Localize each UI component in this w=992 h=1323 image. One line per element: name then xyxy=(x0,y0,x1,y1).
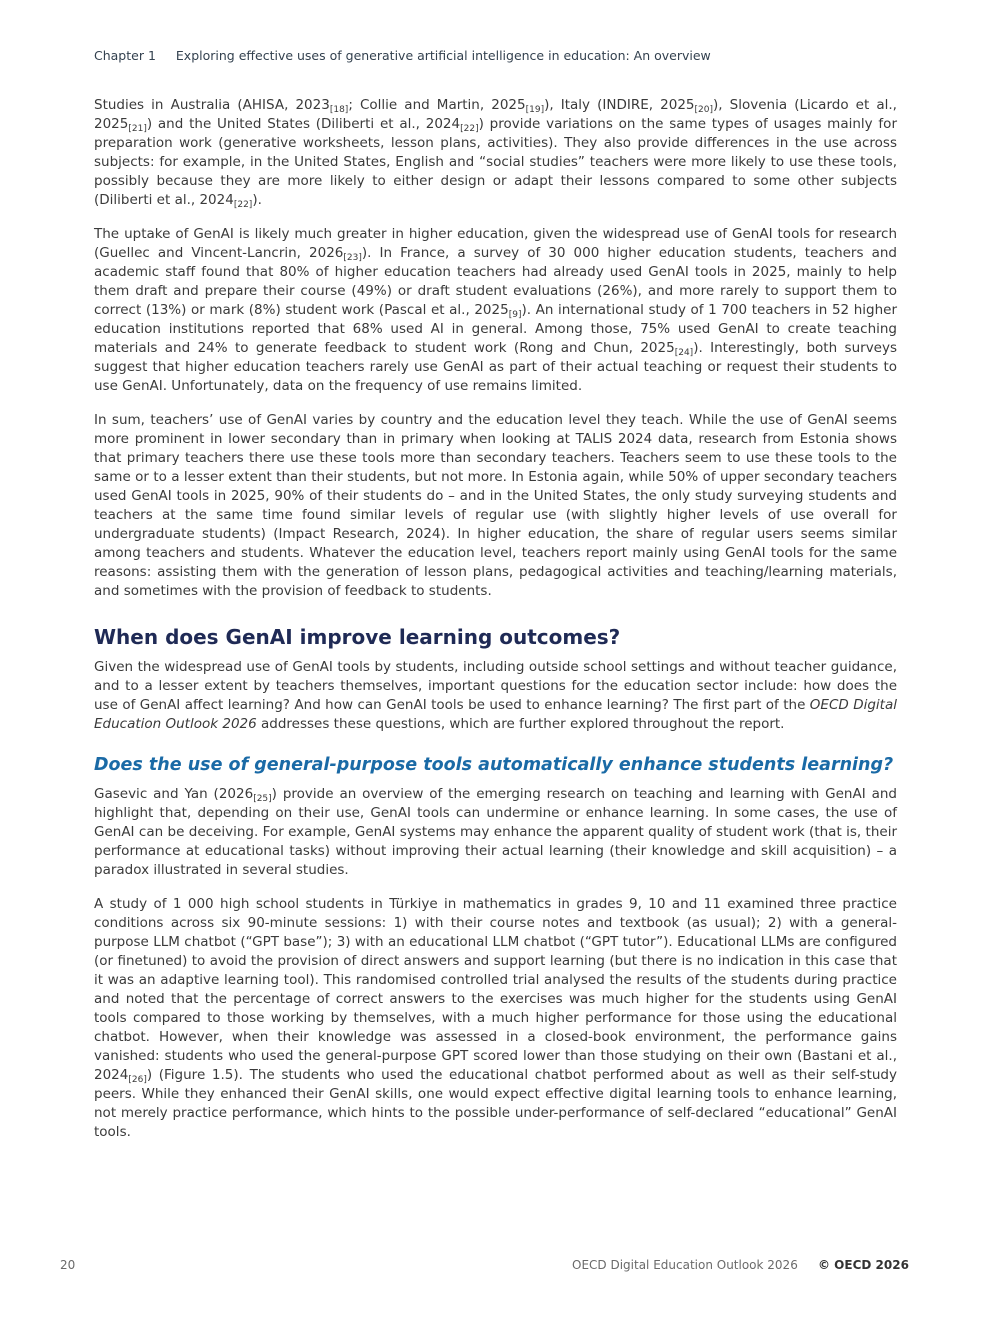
footer-publication: OECD Digital Education Outlook 2026 xyxy=(572,1258,798,1272)
text: ). An international study of 1 700 teachers in 52 higher education institutions reported that 68% used AI in general. Among those, 75% used GenAI to create teaching materials and 24% to generate feedback to student work (Rong and Chun, 2025 xyxy=(94,302,898,356)
text: A study of 1 000 high school students in Türkiye in mathematics in grades 9, 10 and 11 examined three practice conditions across six 90-minute sessions: 1) with their course notes and textbook (as usual); 2) with a general-purpose LLM chatbot (“GPT base”); 3) with an educational LLM chatbot (“GPT tutor”). Educational LLMs are configured (or finetuned) to avoid the provision of direct answers and support learning (but there is no indication in this case that it was an adaptive learning tool). This randomised controlled trial analysed the results of the students during practice and noted that the percentage of correct answers to the exercises was much higher for the students using GenAI tools compared to those working by themselves, with a much higher performance for those using the educational chatbot. However, when their knowledge was assessed in a closed-book environment, the performance gains vanished: students who used the general-purpose GPT scored lower than those studying on their own (Bastani et al., 2024 xyxy=(94,896,897,1083)
reference[interactable]: [22] xyxy=(233,200,253,210)
main-content xyxy=(94,96,897,1157)
reference[interactable]: [20] xyxy=(694,105,713,115)
text: ), Italy (INDIRE, 2025 xyxy=(544,97,695,113)
paragraph-5 xyxy=(94,785,897,880)
text: Gasevic and Yan (2026 xyxy=(94,786,254,802)
text: ). Interestingly, both surveys suggest that higher education teachers rarely use GenAI as part of their actual teaching or request their students to use GenAI. Unfortunately, data on the frequency of use remains limited. xyxy=(94,340,898,394)
subsection-heading: Does the use of general-purpose tools automatically enhance students learning? xyxy=(94,755,894,775)
reference[interactable]: [9] xyxy=(508,310,522,320)
running-header xyxy=(94,48,711,63)
page-number: 20 xyxy=(60,1258,76,1272)
text: addresses these questions, which are further explored throughout the report. xyxy=(256,716,785,732)
footer-copyright: © OECD 2026 xyxy=(818,1258,909,1272)
text: ). xyxy=(252,192,262,208)
section-heading: When does GenAI improve learning outcomes? xyxy=(94,625,621,649)
text: ) (Figure 1.5). The students who used the educational chatbot performed about as well as their self-study peers. While they enhanced their GenAI skills, one would expect effective digital learning tools to enhance learning, not merely practice performance, which hints to the possible under-performance of self-declared “educational” GenAI tools. xyxy=(94,1067,897,1140)
publication-title: OECD Digital Education Outlook 2026 xyxy=(94,697,897,732)
text: ) and the United States (Diliberti et al., 2024 xyxy=(146,116,461,132)
paragraph-2 xyxy=(94,225,897,396)
paragraph-4 xyxy=(94,658,897,734)
paragraph-3: In sum, teachers’ use of GenAI varies by country and the education level they teach. While the use of GenAI seems more prominent in lower secondary than in primary when looking at TALIS 2024 data, research from Estonia shows that primary teachers there use these tools more than secondary teachers. Teachers seem to use these tools to the same or to a lesser extent than their students, but not more. In Estonia again, while 50% of upper secondary teachers used GenAI tools in 2025, 90% of their students do – and in the United States, the only study surveying students and teachers at the same time found similar levels of regular use (with slightly higher levels of use overall for undergraduate students) (Impact Research, 2024). In higher education, the share of regular users seems similar among teachers and students. Whatever the education level, teachers report mainly using GenAI tools for the same reasons: assisting them with the generation of lesson plans, pedagogical activities and teaching/learning materials, and sometimes with the provision of feedback to students. xyxy=(94,412,897,599)
text: ). In France, a survey of 30 000 higher education students, teachers and academic staff found that 80% of higher education teachers had already used GenAI tools in 2025, mainly to help them draft and prepare their course (49%) or draft student evaluations (26%), and more rarely to support them to correct (13%) or mark (8%) student work (Pascal et al., 2025 xyxy=(94,245,897,318)
reference[interactable]: [18] xyxy=(329,105,349,115)
chapter-label: Chapter 1 xyxy=(94,48,156,63)
reference[interactable]: [25] xyxy=(253,794,272,804)
reference[interactable]: [23] xyxy=(343,253,362,263)
paragraph-1 xyxy=(94,96,897,210)
reference[interactable]: [24] xyxy=(674,348,694,358)
chapter-title: Exploring effective uses of generative artificial intelligence in education: An overview xyxy=(175,48,711,63)
text: ) provide an overview of the emerging research on teaching and learning with GenAI and highlight that, depending on their use, GenAI tools can undermine or enhance learning. In some cases, the use of GenAI can be deceiving. For example, GenAI systems may enhance the apparent quality of student work (that is, their performance at educational tasks) without improving their actual learning (their knowledge and skill acquisition) – a paradox illustrated in several studies. xyxy=(94,786,897,878)
reference[interactable]: [19] xyxy=(525,105,545,115)
reference[interactable]: [22] xyxy=(460,124,479,134)
text: ), Slovenia (Licardo et al., 2025 xyxy=(94,97,897,132)
text: ) provide variations on the same types of usages mainly for preparation work (generative worksheets, lesson plans, activities). They also provide differences in the use across subjects: for example, in the United States, English and “social studies” teachers were more likely to use these tools, possibly because they are more likely to either design or adapt their lessons compared to some other subjects (Diliberti et al., 2024 xyxy=(94,116,897,208)
text: ; Collie and Martin, 2025 xyxy=(348,97,526,113)
paragraph-6 xyxy=(94,895,897,1142)
text: The uptake of GenAI is likely much greater in higher education, given the widespread use of GenAI tools for research (Guellec and Vincent-Lancrin, 2026 xyxy=(94,226,897,261)
reference[interactable]: [21] xyxy=(128,124,147,134)
text: Given the widespread use of GenAI tools by students, including outside school settings and without teacher guidance, and to a lesser extent by teachers themselves, important questions for the education sector include: how does the use of GenAI affect learning? And how can GenAI tools be used to enhance learning? The first part of the xyxy=(94,659,897,713)
reference[interactable]: [26] xyxy=(128,1075,147,1085)
text: Studies in Australia (AHISA, 2023 xyxy=(94,97,330,113)
